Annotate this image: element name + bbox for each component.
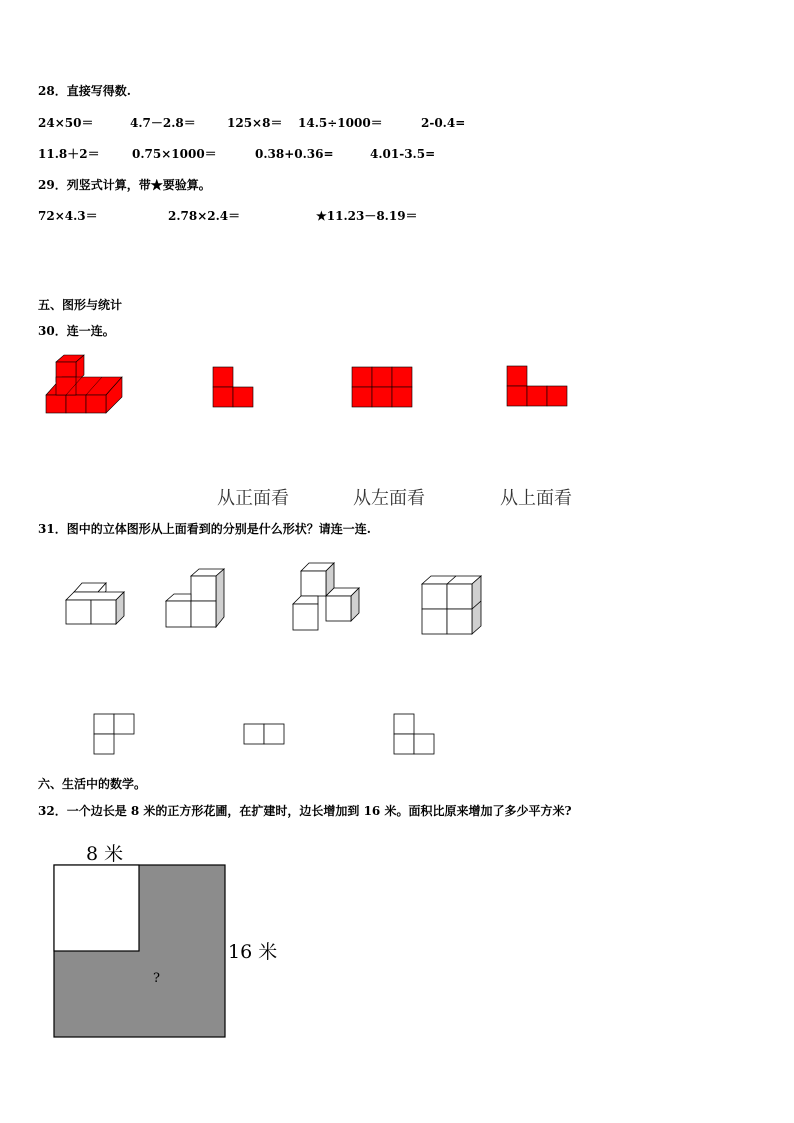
q31-title: 31．图中的立体图形从上面看到的分别是什么形状？请连一连. <box>38 522 371 536</box>
label-16-meters: 16 米 <box>228 941 278 963</box>
q29-title: 29．列竖式计算，带★要验算。 <box>38 178 211 192</box>
label-8-meters: 8 米 <box>86 843 124 865</box>
view-label-front: 从正面看 <box>217 488 289 509</box>
q28-item: 0.38+0.36= <box>255 147 334 161</box>
view-label-top: 从上面看 <box>500 488 572 509</box>
q29-item: ★11.23－8.19＝ <box>316 209 418 223</box>
q32-title: 32．一个边长是 8 米的正方形花圃，在扩建时，边长增加到 16 米。面积比原来增加了多少平方米? <box>38 804 572 818</box>
section-6-title: 六、生活中的数学。 <box>38 777 147 791</box>
view-label-left: 从左面看 <box>353 488 425 509</box>
q29-item: 2.78×2.4＝ <box>168 209 241 223</box>
q28-item: 4.01-3.5= <box>370 147 436 161</box>
unknown-area-mark: ? <box>153 971 160 986</box>
q28-title: 28．直接写得数. <box>38 84 131 98</box>
q28-item: 14.5÷1000＝ <box>298 116 383 130</box>
q28-item: 0.75×1000＝ <box>132 147 217 161</box>
section-5-title: 五、图形与统计 <box>38 298 123 312</box>
q29-item: 72×4.3＝ <box>38 209 98 223</box>
q28-item: 2-0.4= <box>421 116 466 130</box>
q28-item: 4.7－2.8＝ <box>130 116 196 130</box>
q28-item: 24×50＝ <box>38 116 94 130</box>
q30-title: 30．连一连。 <box>38 324 115 338</box>
q28-item: 11.8＋2＝ <box>38 147 100 161</box>
q28-item: 125×8＝ <box>227 116 283 130</box>
